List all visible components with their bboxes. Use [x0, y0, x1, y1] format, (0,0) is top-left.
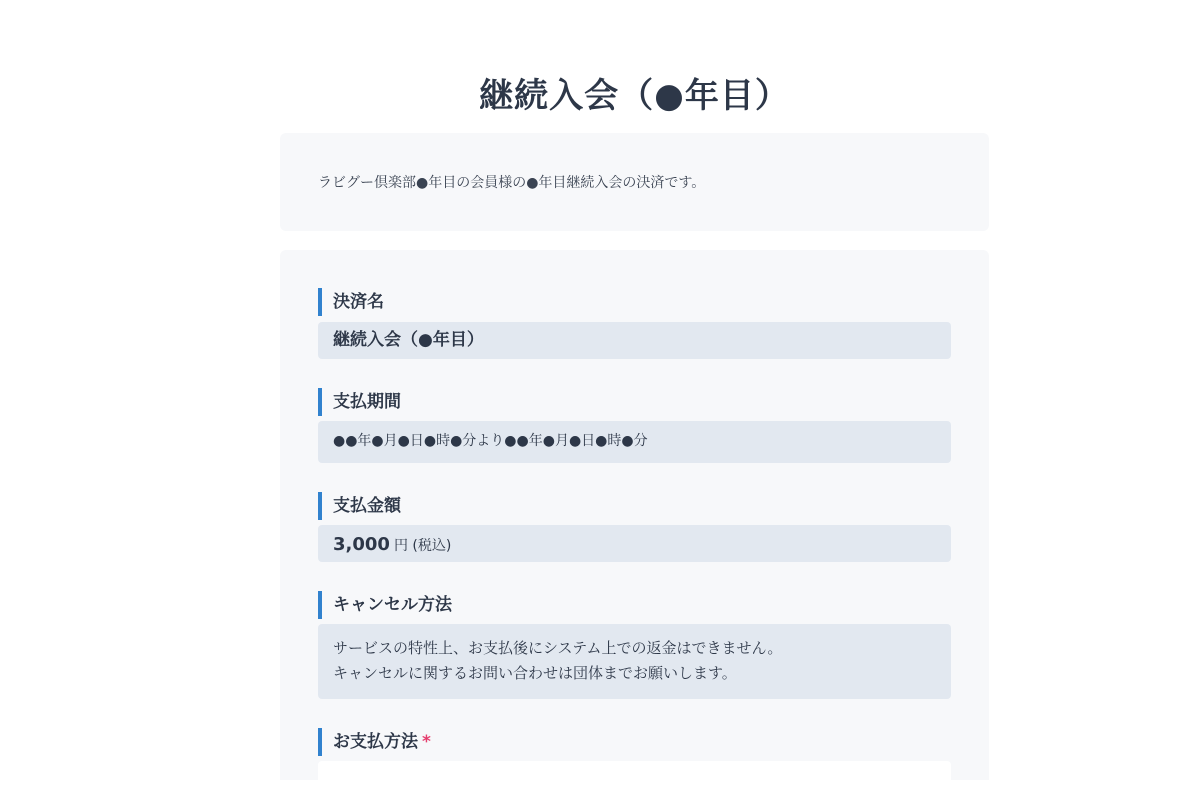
- description-text: ラビグー倶楽部●年目の会員様の●年目継続入会の決済です。: [318, 175, 706, 191]
- payment-period-label-text: 支払期間: [333, 392, 401, 412]
- cancel-method-line-1: サービスの特性上、お支払後にシステム上での返金はできません。: [333, 639, 783, 657]
- cancel-method-label-text: キャンセル方法: [333, 595, 452, 615]
- payment-method-label-text: お支払方法: [333, 732, 418, 752]
- payment-form: [280, 250, 989, 780]
- payment-method-select[interactable]: [318, 761, 951, 780]
- required-mark: *: [422, 732, 431, 752]
- payment-amount-label-text: 支払金額: [333, 496, 401, 516]
- payment-name-label: [318, 288, 384, 316]
- page-title: 継続入会（●年目）: [479, 76, 790, 116]
- payment-period-value: ●●年●月●日●時●分より●●年●月●日●時●分: [318, 421, 951, 463]
- payment-name-label-text: 決済名: [333, 292, 384, 312]
- cancel-method-label: [318, 591, 452, 619]
- payment-method-label: [318, 728, 431, 756]
- payment-amount-unit: 円 (税込): [393, 538, 452, 554]
- payment-name-value: 継続入会（●年目）: [318, 322, 951, 359]
- payment-amount-label: [318, 492, 401, 520]
- description-card: [280, 133, 989, 231]
- payment-amount-value: [318, 525, 951, 562]
- cancel-method-value: [318, 624, 951, 699]
- payment-period-label: [318, 388, 401, 416]
- payment-amount-number: 3,000: [333, 534, 390, 555]
- cancel-method-line-2: キャンセルに関するお問い合わせは団体までお願いします。: [333, 664, 737, 682]
